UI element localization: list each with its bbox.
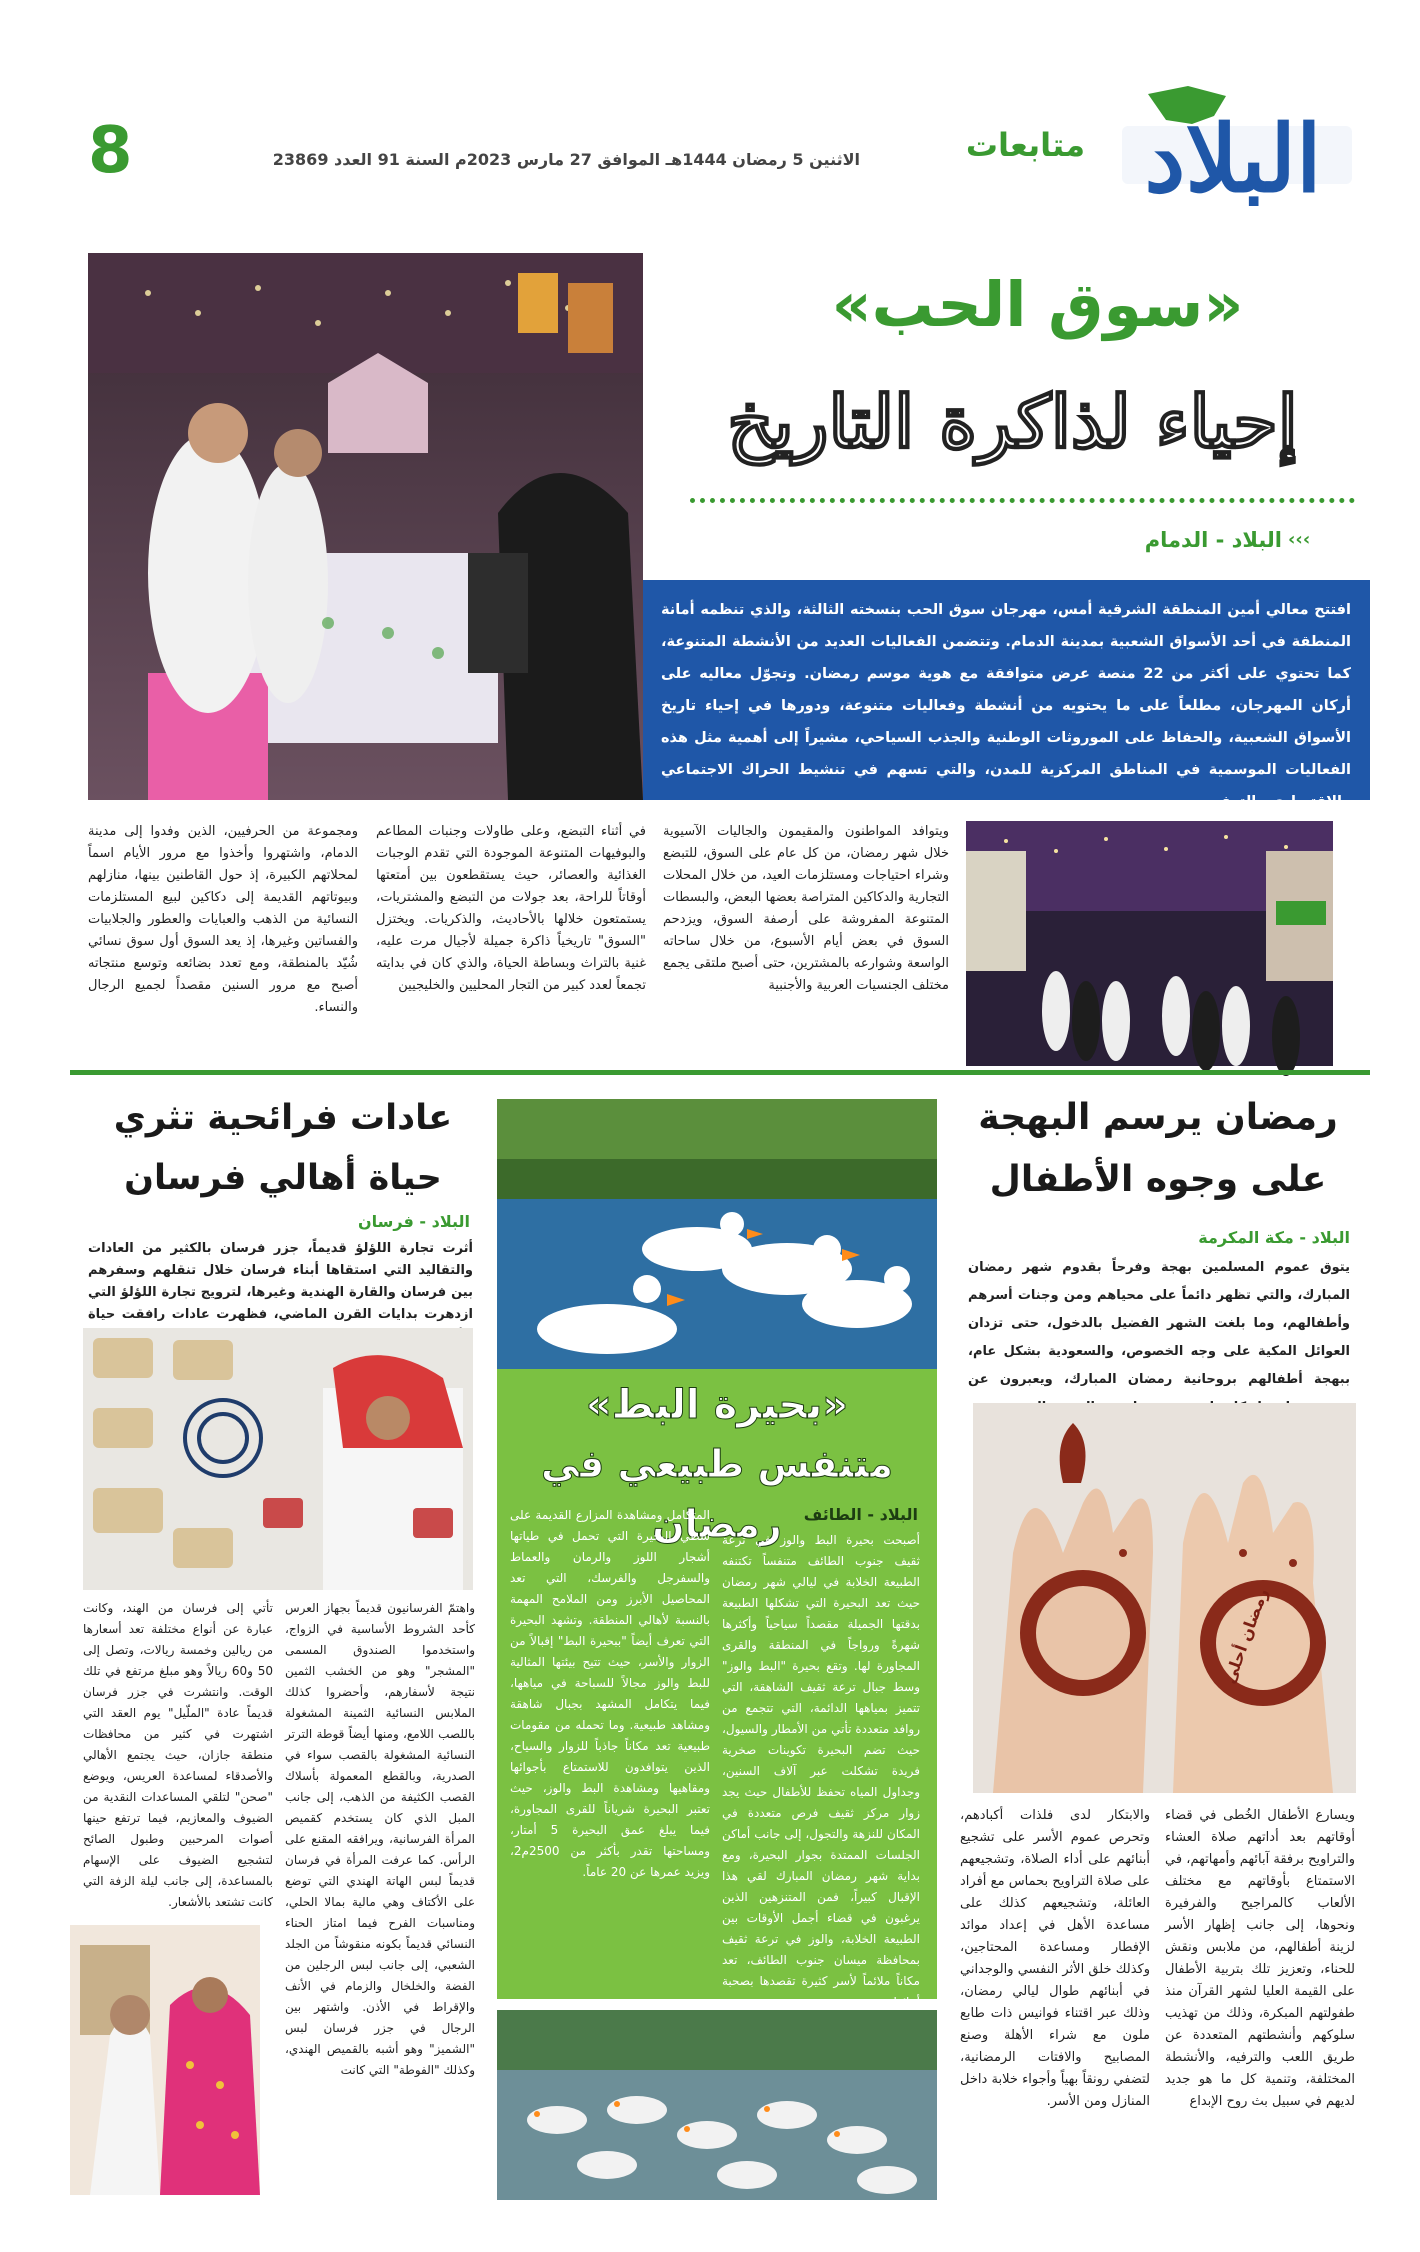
farasan-col-left: تأتي إلى فرسان من الهند، وكانت عبارة عن أنواع مختلفة تعد أسعارها من ريالين وخمسة ريالات، وتصل إلى 50 و60 ريالاً وهو مبلغ مرتفع في تلك الوقت. وانتشرت في جزر فرسان قديماً عادة "الملّيل" يوم العقد التي اشتهرت في كثير من محافظات منطقة جازان، حيث يجتمع الأهالي والأصدقاء لمساعدة العريس، ويوضع "صحن" لتلقي المساعدات النقدية من الضيوف والمعازيم، فيما ترتفع حينها أصوات المرحبين وطبول الصائح لتشجيع الضيوف على الإسهام بالمساعدة، إلى جانب ليلة الزفة التي كانت تشتعد بالأشعار.: [83, 1601, 273, 1909]
ducks-photo: [497, 1099, 937, 1369]
date-line: الاثنين 5 رمضان 1444هـ الموافق 27 مارس 2023م السنة 91 العدد 23869: [272, 150, 860, 169]
farasan-headline-2: حياة أهالي فرسان: [124, 1158, 442, 1198]
lake-byline: البلاد - الطائف: [803, 1505, 918, 1524]
main-col-1: ويتوافد المواطنون والمقيمون والجاليات الآسيوية خلال شهر رمضان، من كل عام على السوق، للتبضع وشراء احتياجات ومستلزمات العيد، من خلال المحلات التجارية والدكاكين المتراصة بعضها البعض، والبسطات المتنوعة المفروشة على أرصفة السوق، ويزدحم السوق في بعض أيام الأسبوع، من خلال ساحاته الواسعة وشوارعه بالمشترين، حتى أصبح ملتقى يجمع مختلف الجنسيات العربية والأجنبية: [663, 824, 949, 993]
kids-headline-1: رمضان يرسم البهجة: [978, 1097, 1338, 1138]
kids-col-2: والابتكار لدى فلذات أكبادهم، وتحرص عموم الأسر على تشجيع أبنائهم على أداء الصلاة، وتشجيعهم على صلاة التراويح بحماس مع أفراد العائلة، وتشجيعهم كذلك على مساعدة الأهل في إعداد موائد الإفطار ومساعدة المحتاجين، وكذلك خلق الأثر النفسي والوجداني في أبنائهم طوال ليالي رمضان، وذلك عبر اقتناء فوانيس ذات طابع ملون مع شراء الأهلة وصنع المصابيح والافتات الرمضانية، لتضفي رونقاً بهياً وأجواء خلابة داخل المنازل ومن الأسر.: [960, 1808, 1150, 2109]
page-number: 8: [88, 114, 133, 188]
kids-byline: البلاد - مكة المكرمة: [1198, 1228, 1350, 1247]
main-headline: إحياء لذاكرة التاريخ: [727, 379, 1298, 464]
main-col-2: في أثناء التبضع، وعلى طاولات وجنبات المطاعم والبوفيهات المتنوعة الموجودة التي تقدم الوجبات الغذائية والعصائر، حيث يستقطعون بين أمتعتها أوقاتاً للراحة، بعد جولات من التبضع والمشتريات، يستمتعون خلالها بالأحاديث، والذكريات. ويختزل "السوق" تاريخياً ذاكرة جميلة لأجيال مرت عليه، غنية بالتراث وبساطة الحياة، والذي كان في بدايته تجمعاً لعدد كبير من التجار المحليين والخليجيين: [376, 824, 646, 993]
kids-headline-2: على وجوه الأطفال: [989, 1159, 1327, 1200]
geese-photo: [497, 2010, 937, 2200]
main-col-3: ومجموعة من الحرفيين، الذين وفدوا إلى مدينة الدمام، واشتهروا وأخذوا مع مرور الأيام اسماً لمحلاتهم الكبيرة، إذ حول القاطنين بينها، منازلهم وبيوتاتهم القديمة إلى دكاكين لبيع المستلزمات النسائية من الذهب والعبايات والعطور والجلابيات والفساتين وغيرها، إذ يعد السوق أول سوق نسائي شُيّد بالمنطقة، ومع تعدد بضائعه وتوسع منتجاته أصبح مع مرور السنين مقصداً لجميع الرجال والنساء.: [88, 824, 358, 1015]
main-byline-arrows-icon: ‹‹‹: [1288, 529, 1311, 550]
main-lead: افتتح معالي أمين المنطقة الشرقية أمس، مهرجان سوق الحب بنسخته الثالثة، والذي تنظمه أمانة المنطقة في أحد الأسواق الشعبية بمدينة الدمام. وتتضمن الفعاليات العديد من الأنشطة المتنوعة، كما تحتوي على أكثر من 22 منصة عرض متوافقة مع هوية موسم رمضان. وتجوّل معاليه على أركان المهرجان، مطلعاً على ما يحتويه من أنشطة وفعاليات متنوعة، ودورها في إحياء تاريخ الأسواق الشعبية، والحفاظ على الموروثات الوطنية والجذب السياحي، مشيراً إلى أهمية مثل هذه الفعاليات الموسمية في المناطق المركزية للمدن، والتي تسهم في تنشيط الحراك الاجتماعي والاقتصادي والترفيهي.: [661, 602, 1351, 810]
craft-photo: [83, 1328, 473, 1590]
henna-photo: [973, 1403, 1356, 1793]
main-byline: البلاد - الدمام: [1144, 528, 1282, 552]
farasan-col-right: واهتمّ الفرسانيون قديماً بجهاز العرس كأحد الشروط الأساسية في الزواج، واستخدموا الصندوق المسمى "المشجر" وهو من الخشب الثمين نتيجة لأسفارهم، وأحضروا كذلك الملابس النسائية الثمينة المشغولة باللصب اللامع، ومنها أيضاً قوطة الترتر النسائية المشغولة بالقصب سواء في الصدرية، وبالقطع المعمولة بأسلاك القصب الكثيفة من الذهب، إلى جانب المبل الذي كان يستخدم كقميص المرأة الفرسانية، ويرافقه المقنع على الرأس. كما عرفت المرأة في فرسان قديماً لبس الهاتة الهندي التي توضع على الأكتاف وهي مالية بمالا الحلي، ومناسبات الفرح فيما امتاز الحناء النسائي قديماً بكونه منقوشاً من الجلد الشعبي، إلى جانب لبس الرجلين من الفضة والخلخال والزمام في الأنف والإقراط في الأذن. واشتهر بين الرجال في جزر فرسان لبس "الشميز" وهو أشبه بالقميص الهندي، وكذلك "الفوطة" التي كانت: [285, 1601, 475, 2077]
main-photo: [88, 253, 643, 800]
logo-text: البلاد: [1144, 105, 1322, 213]
lake-kicker: «بحيرة البط»: [585, 1382, 849, 1428]
farasan-intro: أثرت تجارة اللؤلؤ قديماً، جزر فرسان بالكثير من العادات والتقاليد التي استقاها أبناء فرسان خلال تنقلهم وسفرهم بين فرسان والقارة الهندية وغيرها، لترويج تجارة اللؤلؤ التي ازدهرت بدايات القرن الماضي، فظهرت عادات رافقت حياة: [88, 1241, 473, 1322]
bride-photo: [70, 1925, 260, 2195]
henna-text: رمضان أحلى: [1219, 1585, 1272, 1687]
main-lead-box: [643, 580, 1370, 810]
market-photo: [966, 821, 1333, 1066]
kids-col-1: ويسارع الأطفال الخُطى في قضاء أوقاتهم بعد أداتهم صلاة العشاء والتراويح برفقة آبائهم وأمهاتهم، في الاستمتاع بأوقاتهم مع مختلف الألعاب كالمراجيح والفرفيرة ونحوها، إلى جانب إظهار الأسر لزينة أطفالهم، من ملابس ونقش للحناء، وتعزيز تلك بتربية الأطفال على القيمة العليا لشهر القرآن منذ طفولتهم المبكرة، وذلك من تهذيب سلوكهم وأنشطتهم المتعددة عن طريق اللعب والترفيه، والأنشطة المختلفة، وتنمية كل ما هو جديد لديهم في سبيل بث روح الإبداع: [1165, 1808, 1355, 2109]
kids-intro: يتوق عموم المسلمين بهجة وفرحاً بقدوم شهر رمضان المبارك، والتي تظهر دائماً على محياهم ومن وجنات أسرهم وأطفالهم، وما بلغت الشهر الفضيل بالدخول، حتى تزدان العوائل المكية على وجه الخصوص، والسعودية بشكل عام، ببهجة أطفالهم بروحانية رمضان المبارك، ويعبرون عن: [968, 1260, 1350, 1387]
farasan-headline-1: عادات فرائحية تثري: [113, 1098, 453, 1138]
masthead: [0, 0, 1420, 230]
main-kicker: «سوق الحب»: [831, 268, 1244, 341]
dotted-divider: [690, 498, 1355, 503]
lake-col-left: المتكامل ومشاهدة المزارع القديمة على شطي البحيرة التي تحمل في طياتها أشجار اللوز والرمان والعماط والسفرجل والفرسك، التي تعد المحاصيل الأبرز ومن الملامح المهمة بالنسبة لأهالي المنطقة. وتشهد البحيرة التي تعرف أيضاً "ببحيرة البط" إقبالاً من الزوار والأسر، حيث تتيح بيئتها المثالية للبط والوز مجالاً للسباحة في مياهها، فيما يتكامل المشهد بجبال شاهقة ومشاهد طبيعية. وما تحمله من مقومات طبيعية تعد مكاناً جاذباً للزوار والسياح، الذين يتوافدون للاستمتاع بأجوائها ومقاهيها ومشاهدة البط والوز، حيث تعتبر البحيرة شرياناً للقرى المجاورة، فيما يبلغ عمق البحيرة 5 أمتار، ومساحتها تقدر بأكثر من 2500م2، ويزيد عمرها عن 20 عاماً.: [510, 1508, 710, 1879]
farasan-byline: البلاد - فرسان: [358, 1212, 470, 1231]
logo: [1108, 82, 1358, 222]
lake-headline: متنفس طبيعي في رمضان: [540, 1442, 894, 1546]
lake-col-right: أصبحت بحيرة البط والوز في ترعة ثقيف جنوب الطائف متنفساً تكتنفه الطبيعة الخلابة في ليالي شهر رمضان حيث تعد البحيرة التي تشكلها الطبيعة بدقتها الجميلة مقصداً سياحياً وأكثرها شهرةً ورواجاً في المنطقة والقرى المجاورة لها. وتقع بحيرة "البط والوز" وسط جبال ترعة ثقيف الشاهقة، التي تتميز بمياهها الدائمة، التي تتجمع من روافد متعددة تأتي من الأمطار والسيول، حيث تضم البحيرة تكوينات صخرية فريدة تشكلت عبر آلاف السنين، وجداول المياه تحفظ للأطفال حيث يجد زوار مركز ثقيف فرص متعددة في المكان للنزهة والتجول، إلى جانب أماكن الجلسات الممتدة بجوار البحيرة، ومع بداية شهر رمضان المبارك لقي هذا الإقبال كبيراً، فمن المتنزهين الذين يرغبون في قضاء أجمل الأوقات بين الطبيعة الخلابة، والوز في ترعة ثقيف بمحافظة ميسان جنوب الطائف، تعد مكاناً ملائماً لأسر كثيرة تقصدها بصحبة أبنائها.: [722, 1533, 920, 2009]
section-title: متابعات: [965, 126, 1085, 164]
green-rule: [70, 1070, 1370, 1075]
